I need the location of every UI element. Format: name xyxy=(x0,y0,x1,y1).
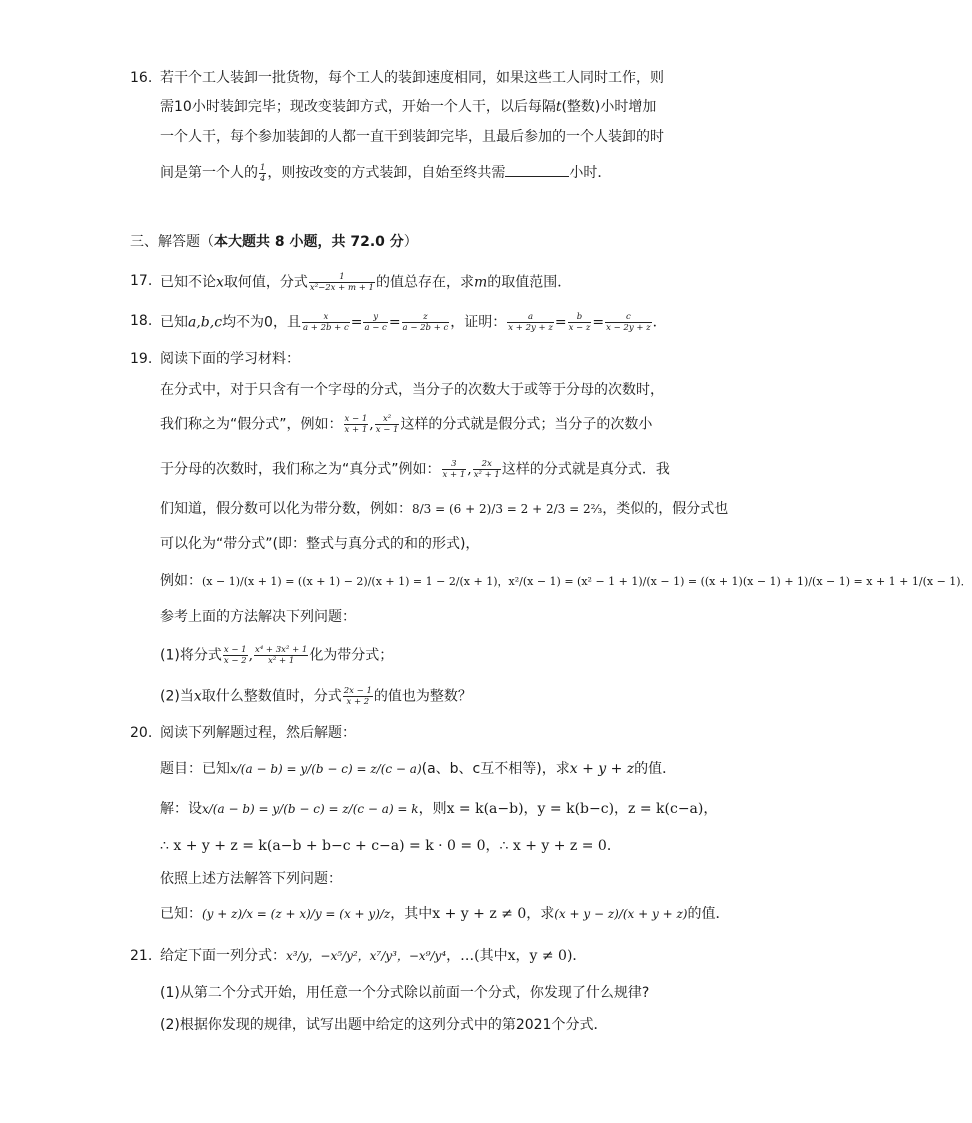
q19-number: 19. xyxy=(130,351,153,367)
q16-line2: 需10小时装卸完毕；现改变装卸方式，开始一个人干，以后每隔t(整数)小时增加 xyxy=(160,99,657,115)
q19-para2: 我们称之为“假分式”，例如： $\frac{x - 1}{x + 1}$ , $\frac{\text{x²}}{x - 1}$ 这样的分式就是假分式；当分子的次数小 xyxy=(160,414,653,435)
q16-line3: 一个人干，每个参加装卸的人都一直干到装卸完毕，且最后参加的一个人装卸的时 xyxy=(160,129,664,145)
q16-answer-blank[interactable] xyxy=(505,162,569,177)
q17-number: 17. xyxy=(130,273,153,289)
q16-fraction: $\frac{1}{4}$ xyxy=(260,162,266,184)
q16-line4: 间是第一个人的 $\frac{1}{4}$ ，则按改变的方式装卸，自始至终共需 小时． xyxy=(160,162,612,184)
q20-number: 20. xyxy=(130,725,153,741)
q19-para6: 例如：(x − 1)/(x + 1) = ((x + 1) − 2)/(x + 1) = 1 − 2/(x + 1)，x²/(x − 1) = (x² − 1 + 1)/(x − 1) = ((x + 1)(x − 1) + 1)/(x − 1) = x + 1 + 1/(x − 1)． xyxy=(160,573,972,589)
q19-para4: 们知道，假分数可以化为带分数，例如：8/3 = (6 + 2)/3 = 2 + 2/3 = 2⅔，类似的，假分式也 xyxy=(160,501,729,517)
q20-problem: 题目：已知x/(a − b) = y/(b − c) = z/(c − a)(a、b、c互不相等)，求x + y + z的值． xyxy=(160,761,677,777)
q21-sub2: (2)根据你发现的规律，试写出题中给定的这列分式中的第2021个分式． xyxy=(160,1017,608,1033)
section-heading: 三、解答题（本大题共 8 小题，共 72.0 分） xyxy=(130,234,418,250)
q16-number: 16. xyxy=(130,70,153,86)
q17-text: 已知不论x取何值，分式 $\frac{1}{\text{x²−2x + m + 1}}$ 的值总存在，求m的取值范围． xyxy=(160,272,572,293)
q21-number: 21. xyxy=(130,948,153,964)
q20-solution1: 解：设x/(a − b) = y/(b − c) = z/(c − a) = k，则x = k(a−b)，y = k(b−c)，z = k(c−a)， xyxy=(160,801,718,817)
q20-title: 阅读下列解题过程，然后解题： xyxy=(160,725,356,741)
q20-solution2: ∴ x + y + z = k(a−b + b−c + c−a) = k · 0 = 0，∴ x + y + z = 0． xyxy=(160,838,621,854)
q20-given: 已知：(y + z)/x = (z + x)/y = (x + y)/z，其中x + y + z ≠ 0，求(x + y − z)/(x + y + z)的值． xyxy=(160,906,730,922)
q20-instruction: 依照上述方法解答下列问题： xyxy=(160,871,342,887)
q16-line1: 若干个工人装卸一批货物，每个工人的装卸速度相同，如果这些工人同时工作，则 xyxy=(160,70,664,86)
q19-para5: 可以化为“带分式”(即：整式与真分式的和的形式)， xyxy=(160,536,480,552)
q18-text: 已知a,b,c均不为0，且 $\frac{x}{a + 2b + c}$ = $\frac{y}{a - c}$ = $\frac{z}{a - 2b + c}$ ，证明： $\frac{a}{x + 2y + z}$ = $\frac{b}{x - z}$ = $\frac{c}{x - 2y + z}$ ． xyxy=(160,312,667,333)
q19-sub1: (1)将分式 $\frac{x - 1}{x - 2}$ , $\frac{\text{x⁴ + 3x² + 1}}{\text{x² + 1}}$ 化为带分式； xyxy=(160,645,394,666)
q19-para3: 于分母的次数时，我们称之为“真分式”例如： $\frac{3}{x + 1}$ , $\frac{2x}{\text{x² + 1}}$ 这样的分式就是真分式．我 xyxy=(160,459,670,480)
q19-title: 阅读下面的学习材料： xyxy=(160,351,300,367)
q19-sub2: (2)当x取什么整数值时，分式 $\frac{2x - 1}{x + 2}$ 的值也为整数？ xyxy=(160,686,472,707)
q21-text: 给定下面一列分式：x³/y，−x⁵/y²，x⁷/y³，−x⁹/y⁴，…(其中x，y ≠ 0)． xyxy=(160,948,587,964)
q19-para7: 参考上面的方法解决下列问题： xyxy=(160,609,356,625)
q19-para1: 在分式中，对于只含有一个字母的分式，当分子的次数大于或等于分母的次数时， xyxy=(160,382,664,398)
q18-number: 18. xyxy=(130,313,153,329)
q17-fraction: $\frac{1}{\text{x²−2x + m + 1}}$ xyxy=(309,272,374,293)
q21-sub1: (1)从第二个分式开始，用任意一个分式除以前面一个分式，你发现了什么规律? xyxy=(160,985,650,1001)
